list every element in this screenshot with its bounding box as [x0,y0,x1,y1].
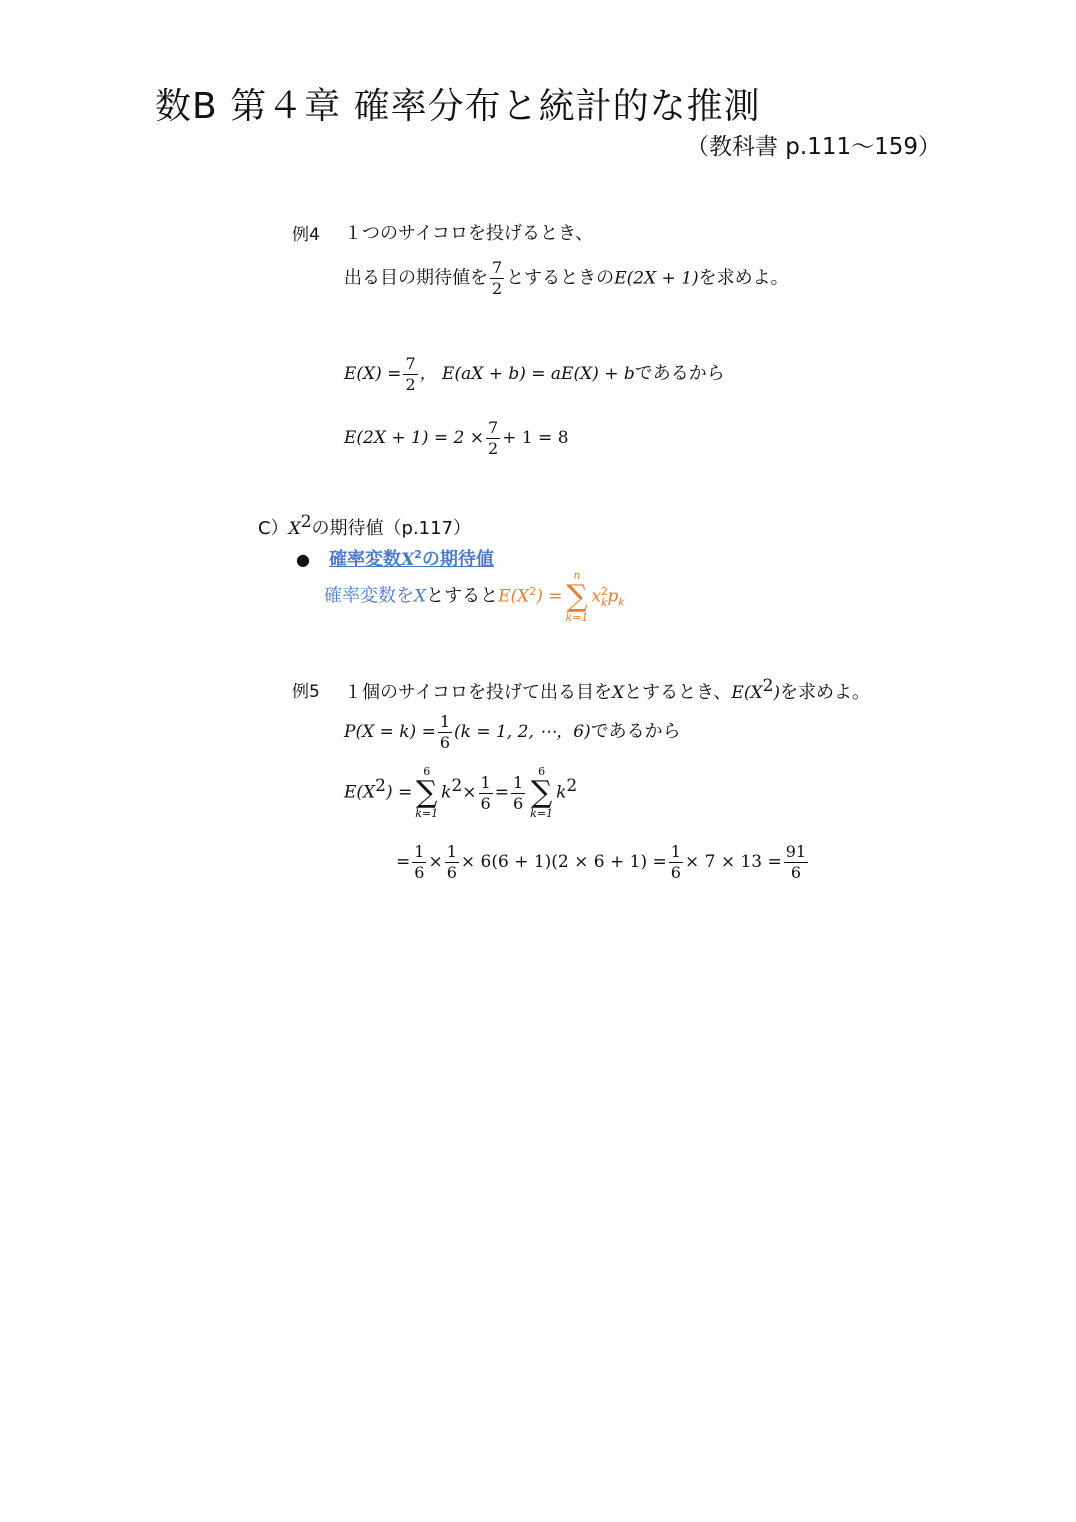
example-4-label: 例4 [292,225,320,245]
fraction-7-2: $\frac{7}{2}$ [487,418,499,458]
example-5-expectation-line1: $E(X^2)$ = 6 ∑ k=1 $k^2\times$ $\frac{1}{6}$ = $\frac{1}{6}$ 6 ∑ k=1 $k^2$ [344,765,578,820]
fraction-1-6: $\frac{1}{6}$ [446,842,457,882]
textbook-pages: （教科書 p.111～159） [686,134,942,160]
section-c-heading: $C)X^2$の期待値（p.117） [258,512,472,539]
fraction-1-6: $\frac{1}{6}$ [414,842,425,882]
fraction-1-6: $\frac{1}{6}$ [439,712,450,752]
example-4-solution-line1: E(X) = $\frac{7}{2}$ ， E(aX + b) = aE(X) + bであるから [344,354,725,394]
fraction-91-6: $\frac{91}{6}$ [785,842,807,882]
fraction-7-2: $\frac{7}{2}$ [492,258,503,298]
fraction-7-2: $\frac{7}{2}$ [405,354,416,394]
example-5-label: 例5 [292,682,320,702]
example-4-question-line2: 出る目の期待値を $\frac{7}{2}$ とするときのE(2X + 1)を求めよ。 [344,258,789,298]
bullet-icon: ● [296,550,310,569]
summation-symbol: 6 ∑ k=1 [530,765,554,820]
example-4-question-line1: １つのサイコロを投げるとき、 [344,223,594,244]
fraction-1-6: $\frac{1}{6}$ [670,842,681,882]
example-5-probability: P(X = k) = $\frac{1}{6}$ (k = 1, 2, ⋯，6)であるから [344,712,681,752]
page-title: 数B 第４章 確率分布と統計的な推測 [155,86,761,127]
example-5-expectation-line2: = $\frac{1}{6}$ × $\frac{1}{6}$ × 6(6 + 1)(2 × 6 + 1) = $\frac{1}{6}$ × 7 × 13 = $\frac{91}{6}$ [396,842,807,882]
definition-title: 確率変数$X^2$の期待値 [329,548,494,570]
summation-symbol: 6 ∑ k=1 [415,765,439,820]
fraction-1-6: $\frac{1}{6}$ [480,772,491,813]
example-4-solution-line2: E(2X + 1) = 2 × $\frac{7}{2}$ + 1 = 8 [344,418,569,458]
example-5-question: １個のサイコロを投げて出る目をXとするとき、$E(X^2)$を求めよ。 [344,676,871,703]
summation-symbol: n ∑ k=1 [565,569,589,624]
definition-bullet [296,545,494,571]
fraction-1-6: $\frac{1}{6}$ [512,772,524,813]
definition-formula: 確率変数をXとすると$E(X^2)$ = n ∑ k=1 $x^2_kp_k$ [324,569,625,624]
